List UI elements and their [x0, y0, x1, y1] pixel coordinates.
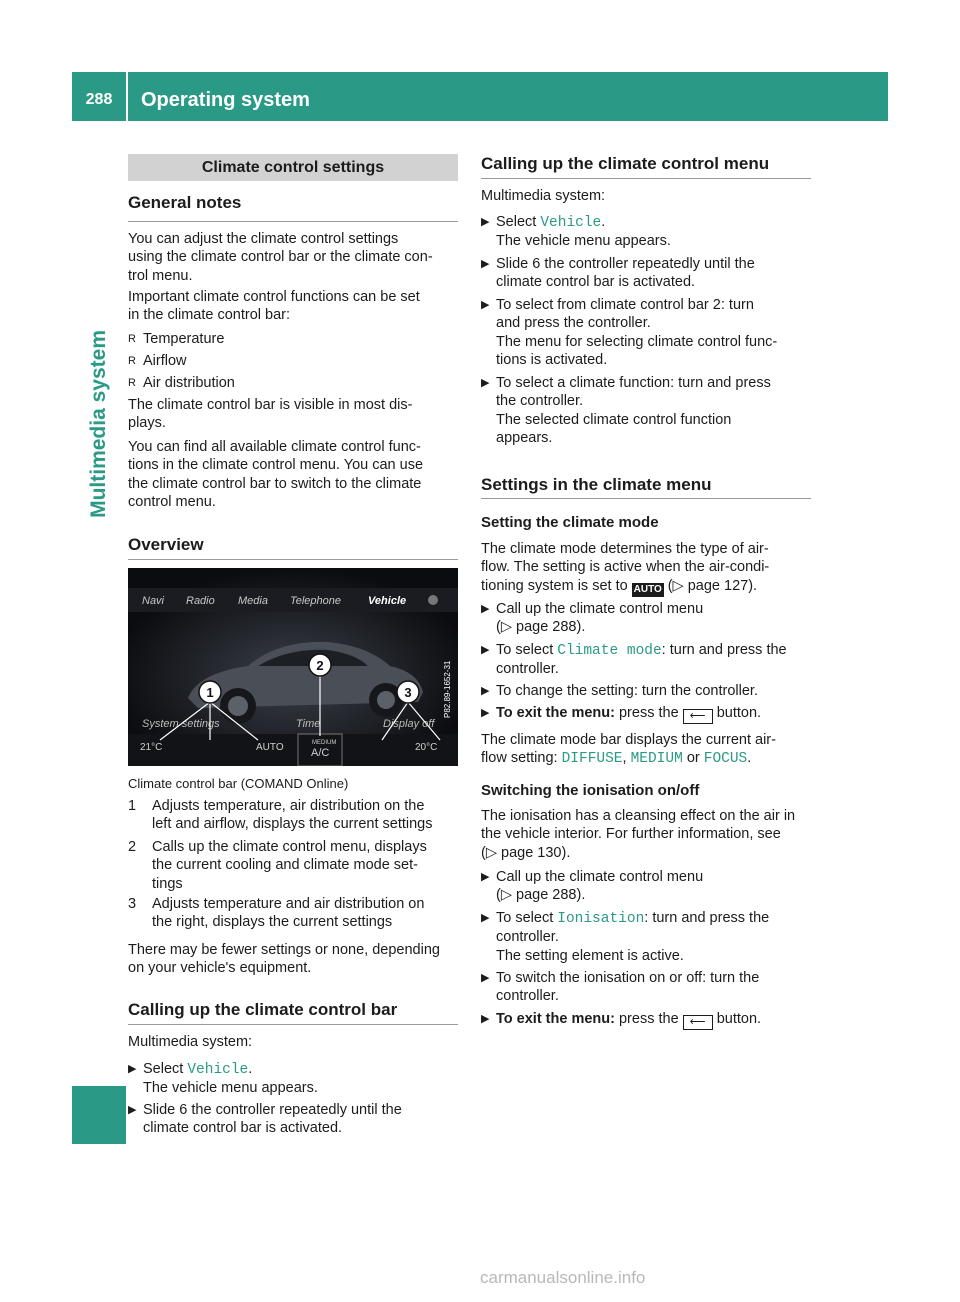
heading-overview: Overview: [128, 535, 204, 554]
step-item: ▶ To select Climate mode: turn and press the controller.: [481, 642, 787, 678]
photo-callout: 3: [404, 685, 412, 700]
photo-bar-auto: AUTO: [256, 742, 284, 753]
photo-menu-item: Media: [238, 595, 268, 607]
photo-callout: 2: [316, 658, 324, 673]
paragraph: Important climate control functions can be set in the climate control bar:: [128, 289, 420, 324]
step-item: ▶ To switch the ionisation on or off: turn the controller.: [481, 970, 760, 1005]
sidebar-chapter-label: Multimedia system: [87, 330, 110, 518]
paragraph: You can adjust the climate control settings using the climate control bar or the climate con- trol menu.: [128, 231, 433, 284]
paragraph: Multimedia system:: [128, 1034, 253, 1050]
paragraph: The ionisation has a cleansing effect on the air in the vehicle interior. For further information, see (▷ page 130).: [481, 808, 796, 861]
step-item: ▶ Call up the climate control menu (▷ page 288).: [481, 601, 704, 636]
step-item: ▶ To exit the menu: press the ⟵ button.: [481, 1011, 762, 1028]
paragraph: Multimedia system:: [481, 188, 606, 204]
step-item: ▶ To select Ionisation: turn and press the controller. The setting element is active.: [481, 910, 770, 964]
subheading-climate-mode: Setting the climate mode: [481, 514, 659, 531]
photo-code: P82.89-1652-31: [443, 660, 452, 718]
heading-calling-bar: Calling up the climate control bar: [128, 1000, 398, 1019]
heading-rule: [128, 1024, 458, 1025]
photo-bar-ac: A/C: [311, 747, 330, 759]
callout-item: 3 Adjusts temperature and air distribution on the right, displays the current settings: [128, 896, 425, 931]
watermark: carmanualsonline.info: [480, 1268, 646, 1287]
climate-control-bar-photo: [128, 568, 458, 766]
list-item: R Temperature: [128, 331, 225, 347]
subheading-ionisation: Switching the ionisation on/off: [481, 782, 700, 799]
back-icon: ⟵: [683, 709, 713, 724]
step-item: ▶ To select a climate function: turn and press the controller. The selected climate control function appears.: [481, 375, 771, 446]
photo-menu-item: Navi: [142, 595, 165, 607]
header-title: Operating system: [141, 89, 310, 111]
step-item: ▶ Call up the climate control menu (▷ page 288).: [481, 869, 704, 904]
callout-item: 2 Calls up the climate control menu, displays the current cooling and climate mode set- tings: [128, 839, 427, 892]
step-item: ▶ Slide 6 the controller repeatedly until the climate control bar is activated.: [481, 256, 755, 291]
photo-bar-temp-left: 21°C: [140, 742, 163, 753]
paragraph: The climate mode bar displays the current air- flow setting: DIFFUSE, MEDIUM or FOCUS.: [481, 732, 776, 768]
photo-bottom-label: Time: [296, 718, 321, 730]
photo-bottom-label: System settings: [142, 718, 220, 730]
photo-menu-item: Radio: [186, 595, 215, 607]
heading-rule: [128, 221, 458, 222]
page-number: 288: [85, 91, 113, 108]
photo-menu-item: Telephone: [290, 595, 341, 607]
list-item: R Air distribution: [128, 375, 235, 391]
paragraph: The climate mode determines the type of air- flow. The setting is active when the air-condi- tioning system is set to AUTO (▷ page 127).: [481, 541, 770, 595]
list-item: R Airflow: [128, 353, 187, 369]
heading-settings-menu: Settings in the climate menu: [481, 475, 712, 494]
step-item: ▶ Select Vehicle. The vehicle menu appears.: [128, 1061, 318, 1097]
paragraph: You can find all available climate control func- tions in the climate control menu. You can use the climate control bar to switch to the climate control menu.: [128, 439, 424, 510]
sidebar-marker: [72, 1086, 126, 1144]
auto-icon: AUTO: [633, 583, 662, 595]
step-item: ▶ Select Vehicle. The vehicle menu appears.: [481, 214, 671, 250]
step-item: ▶ Slide 6 the controller repeatedly until the climate control bar is activated.: [128, 1102, 402, 1137]
callout-item: 1 Adjusts temperature, air distribution on the left and airflow, displays the current settings: [128, 798, 433, 833]
photo-bottom-label: Display off: [383, 718, 435, 730]
step-item: ▶ To exit the menu: press the ⟵ button.: [481, 705, 762, 722]
heading-rule: [481, 178, 811, 179]
step-item: ▶ To change the setting: turn the controller.: [481, 683, 758, 699]
photo-callout: 1: [206, 685, 214, 700]
heading-rule: [481, 498, 811, 499]
photo-bar-temp-right: 20°C: [415, 742, 438, 753]
header-divider: [126, 72, 128, 121]
heading-rule: [128, 559, 458, 560]
figure-caption: Climate control bar (COMAND Online): [128, 776, 349, 791]
paragraph: There may be fewer settings or none, depending on your vehicle's equipment.: [128, 942, 440, 977]
heading-general-notes: General notes: [128, 193, 242, 212]
step-item: ▶ To select from climate control bar 2: turn and press the controller. The menu for selecting climate control func- tions is activated.: [481, 297, 778, 368]
section-title: Climate control settings: [128, 154, 458, 181]
paragraph: The climate control bar is visible in most dis- plays.: [128, 397, 413, 432]
photo-bar-medium: MEDIUM: [312, 740, 337, 746]
back-icon: ⟵: [683, 1015, 713, 1030]
photo-menu-item: Vehicle: [368, 595, 407, 607]
heading-calling-menu: Calling up the climate control menu: [481, 154, 770, 173]
